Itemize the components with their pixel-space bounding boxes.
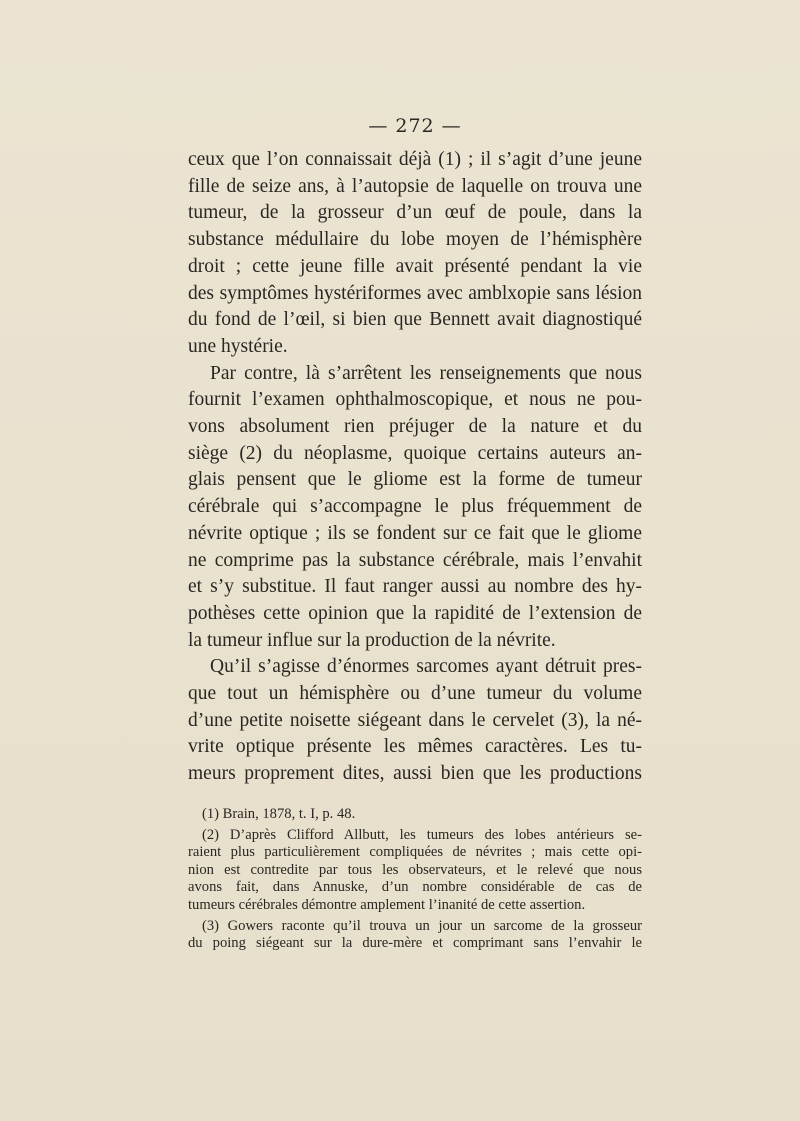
text-line: que tout un hémisphère ou d’une tumeur du volume xyxy=(188,683,642,705)
footnote-line: avons fait, dans Annuske, d’un nombre considérable de cas de xyxy=(188,879,642,896)
text-line: du fond de l’œil, si bien que Bennett avait diagnostiqué xyxy=(188,309,642,331)
text-line: une hystérie. xyxy=(188,335,288,357)
paragraph xyxy=(188,147,642,361)
footnote-line: du poing siégeant sur la dure-mère et comprimant sans l’envahir le xyxy=(188,935,642,952)
text-line: d’une petite noisette siégeant dans le cervelet (3), la né- xyxy=(188,709,642,731)
text-line: et s’y substitue. Il faut ranger aussi au nombre des hy- xyxy=(188,576,642,598)
text-line: Par contre, là s’arrêtent les renseignements que nous xyxy=(210,362,642,384)
text-line: des symptômes hystériformes avec amblxopie sans lésion xyxy=(188,282,642,304)
text-line: Qu’il s’agisse d’énormes sarcomes ayant détruit pres- xyxy=(210,656,642,678)
footnote xyxy=(188,827,642,915)
text-line: fournit l’examen ophthalmoscopique, et nous ne pou- xyxy=(188,389,642,411)
text-line: tumeur, de la grosseur d’un œuf de poule, dans la xyxy=(188,202,642,224)
text-line: glais pensent que le gliome est la forme de tumeur xyxy=(188,469,642,491)
text-line: meurs proprement dites, aussi bien que les productions xyxy=(188,763,642,785)
text-line: névrite optique ; ils se fondent sur ce fait que le gliome xyxy=(188,522,642,544)
text-line: la tumeur influe sur la production de la névrite. xyxy=(188,629,556,651)
footnote xyxy=(188,918,642,953)
footnote-line: (2) D’après Clifford Allbutt, les tumeurs des lobes antérieurs se- xyxy=(202,826,642,843)
text-line: ceux que l’on connaissait déjà (1) ; il s’agit d’une jeune xyxy=(188,149,642,170)
body-text xyxy=(188,147,642,788)
page-number: — 272 — xyxy=(368,115,462,137)
text-line: fille de seize ans, à l’autopsie de laquelle on trouva une xyxy=(188,175,642,197)
text-line: pothèses cette opinion que la rapidité de l’extension de xyxy=(188,602,642,624)
text-line: vons absolument rien préjuger de la nature et du xyxy=(188,416,642,438)
text-line: vrite optique présente les mêmes caractères. Les tu- xyxy=(188,736,642,758)
text-line: cérébrale qui s’accompagne le plus fréquemment de xyxy=(188,496,642,518)
footnote-line: (1) Brain, 1878, t. I, p. 48. xyxy=(202,806,356,822)
footnote xyxy=(188,806,642,824)
footnotes xyxy=(188,806,642,956)
text-line: droit ; cette jeune fille avait présenté pendant la vie xyxy=(188,255,642,277)
paragraph xyxy=(188,361,642,655)
footnote-line: nion est contredite par tous les observateurs, et le relevé que nous xyxy=(188,861,642,878)
text-line: substance médullaire du lobe moyen de l’hémisphère xyxy=(188,229,642,251)
text-line: ne comprime pas la substance cérébrale, mais l’envahit xyxy=(188,549,642,571)
footnote-line: raient plus particulièrement compliquées de névrites ; mais cette opi- xyxy=(188,844,642,861)
text-line: siège (2) du néoplasme, quoique certains auteurs an- xyxy=(188,442,642,464)
footnote-line: tumeurs cérébrales démontre amplement l’inanité de cette assertion. xyxy=(188,896,586,913)
footnote-line: (3) Gowers raconte qu’il trouva un jour un sarcome de la grosseur xyxy=(202,917,642,934)
paragraph xyxy=(188,654,642,788)
